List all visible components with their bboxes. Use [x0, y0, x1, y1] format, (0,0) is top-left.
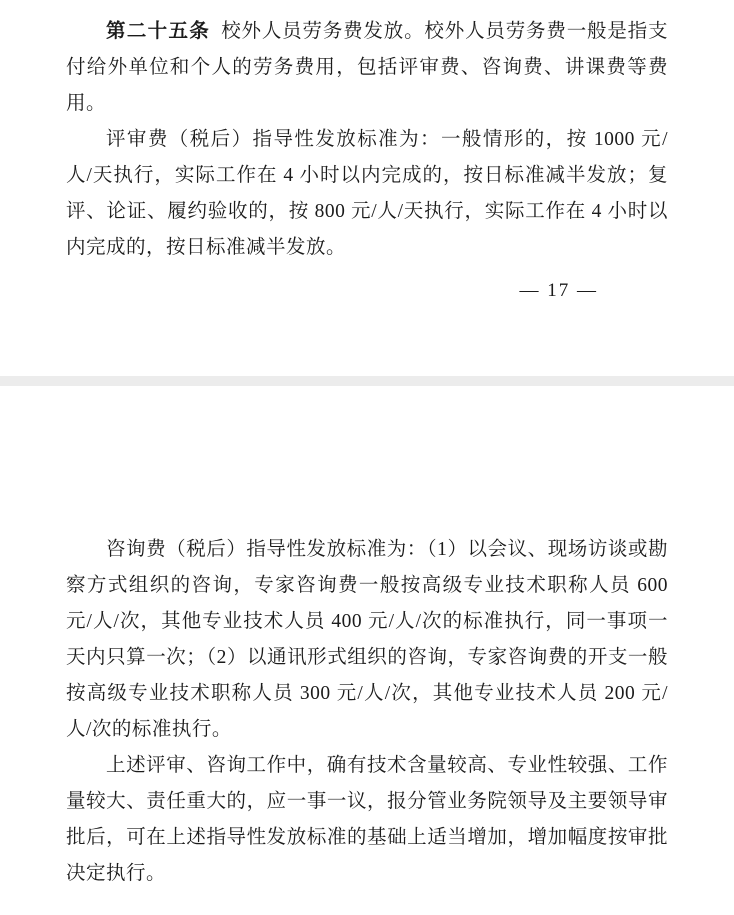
document-page-top	[0, 4, 734, 302]
top-margin-spacer	[66, 390, 668, 532]
article-number-label: 第二十五条	[106, 21, 221, 42]
page-separator	[0, 376, 734, 386]
paragraph-article-25	[66, 14, 668, 122]
paragraph-review-fee: 评审费（税后）指导性发放标准为：一般情形的，按 1000 元/人/天执行，实际工作在 4 小时以内完成的，按日标准减半发放；复评、论证、履约验收的，按 800 元/人/天执行，实际工作在 4 小时以内完成的，按日标准减半发放。	[66, 129, 668, 258]
page-number: — 17 —	[519, 280, 598, 301]
paragraph-consulting-fee: 咨询费（税后）指导性发放标准为：（1）以会议、现场访谈或勘察方式组织的咨询，专家咨询费一般按高级专业技术职称人员 600 元/人/次，其他专业技术人员 400 元/人/次的标准执行，同一事项一天内只算一次；（2）以通讯形式组织的咨询，专家咨询费的开支一般按高级专业技术职称人员 300 元/人/次，其他专业技术人员 200 元/人/次的标准执行。	[66, 539, 668, 740]
paragraph-additional-approval: 上述评审、咨询工作中，确有技术含量较高、专业性较强、工作量较大、责任重大的，应一事一议，报分管业务院领导及主要领导审批后，可在上述指导性发放标准的基础上适当增加，增加幅度按审批决定执行。	[66, 755, 668, 884]
article-25-text: 校外人员劳务费发放。校外人员劳务费一般是指支付给外单位和个人的劳务费用，包括评审费、咨询费、讲课费等费用。	[66, 21, 668, 114]
document-page-bottom	[0, 390, 734, 892]
